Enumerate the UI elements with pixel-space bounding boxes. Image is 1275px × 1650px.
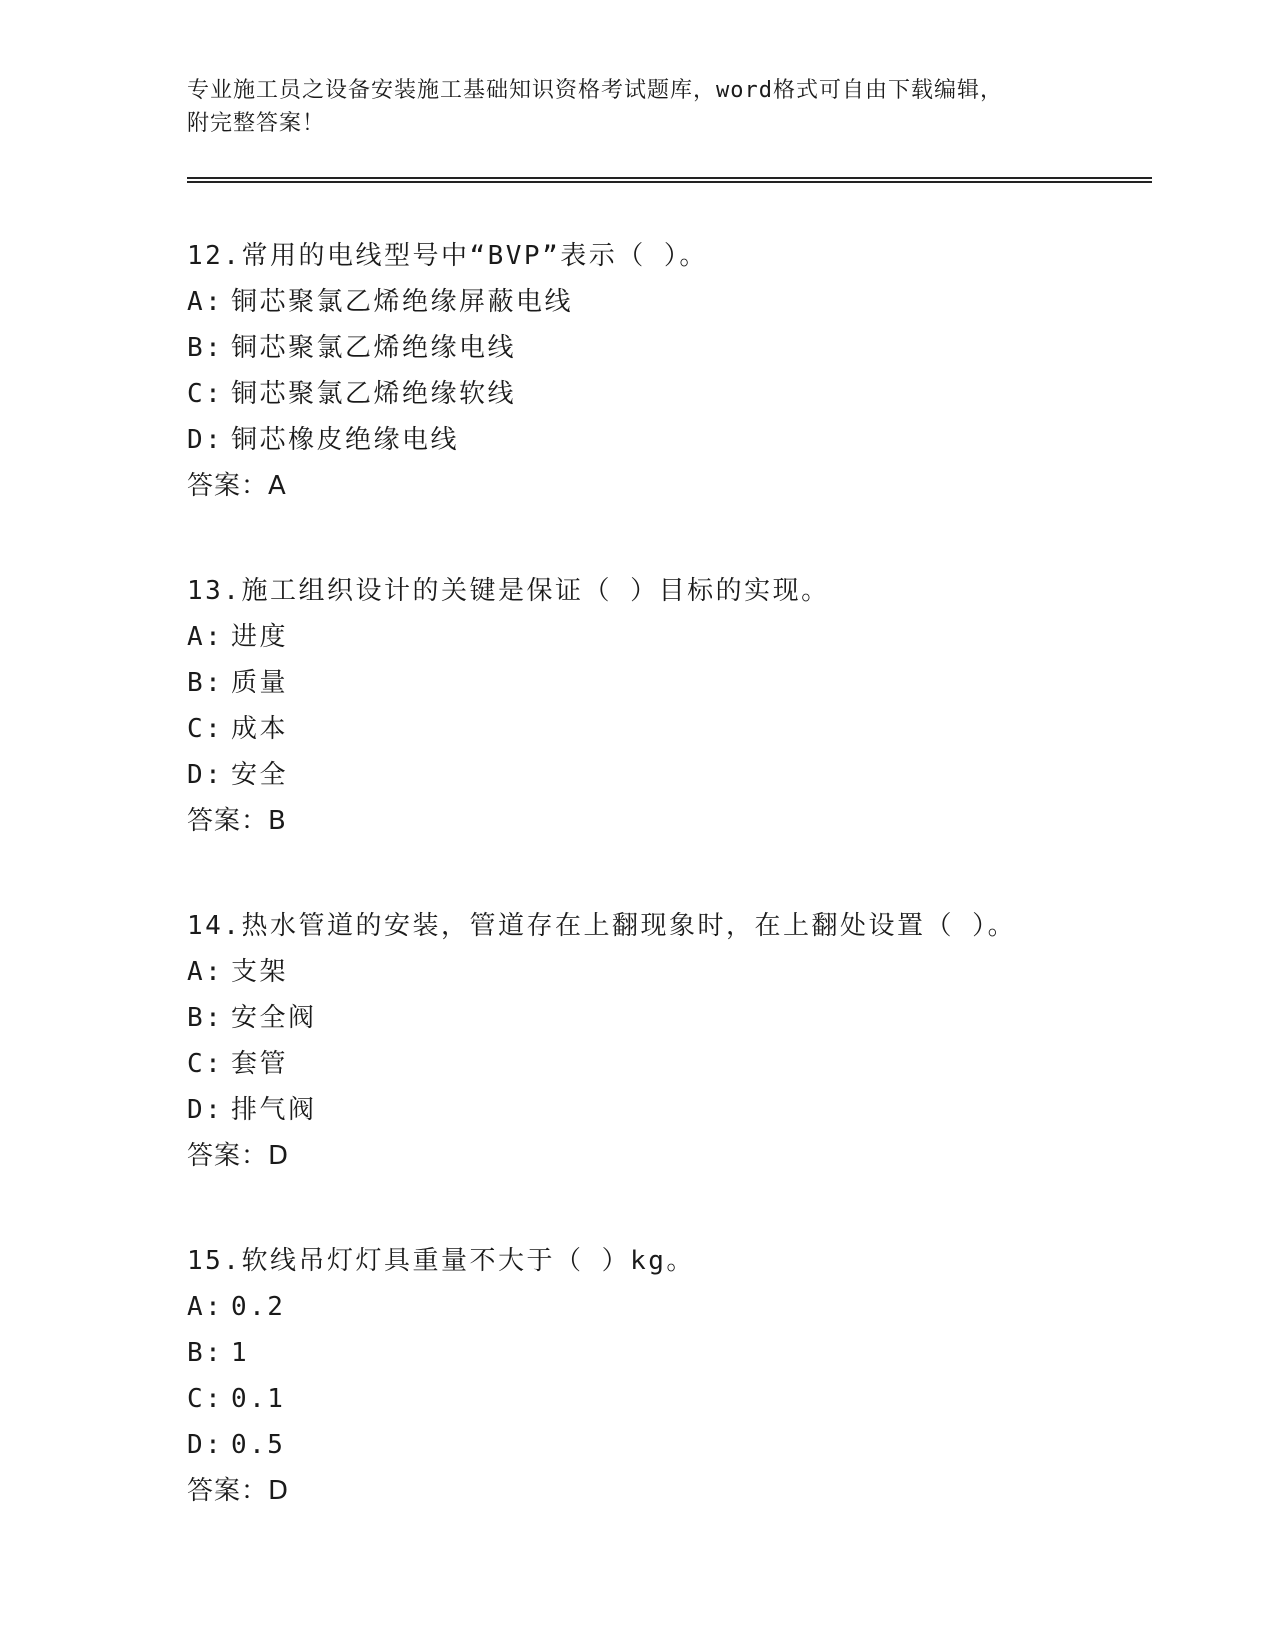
option-d bbox=[187, 1087, 1147, 1133]
option-text: 安全 bbox=[231, 760, 289, 790]
option-a bbox=[187, 279, 1147, 325]
option-text: 套管 bbox=[231, 1049, 289, 1079]
option-b bbox=[187, 995, 1147, 1041]
option-key: A: bbox=[187, 287, 224, 317]
option-a bbox=[187, 1284, 1147, 1330]
header-line-1: 专业施工员之设备安装施工基础知识资格考试题库，word格式可自由下载编辑， bbox=[187, 78, 1003, 103]
question-15 bbox=[187, 1238, 1147, 1514]
question-stem: 12.常用的电线型号中“BVP”表示（ ）。 bbox=[187, 241, 708, 271]
option-key: B: bbox=[187, 333, 224, 363]
answer-line: 答案：A bbox=[187, 471, 287, 501]
option-key: A: bbox=[187, 622, 224, 652]
option-key: C: bbox=[187, 1384, 224, 1414]
option-key: D: bbox=[187, 1095, 224, 1125]
option-key: C: bbox=[187, 379, 224, 409]
question-12 bbox=[187, 233, 1147, 509]
header-line-2: 附完整答案！ bbox=[187, 111, 326, 136]
answer-line: 答案：B bbox=[187, 806, 287, 836]
option-d bbox=[187, 1422, 1147, 1468]
option-text: 0.2 bbox=[231, 1292, 286, 1322]
option-text: 排气阀 bbox=[231, 1095, 317, 1125]
option-key: D: bbox=[187, 425, 224, 455]
option-key: A: bbox=[187, 1292, 224, 1322]
option-text: 安全阀 bbox=[231, 1003, 317, 1033]
option-key: C: bbox=[187, 1049, 224, 1079]
option-text: 铜芯聚氯乙烯绝缘电线 bbox=[231, 333, 517, 363]
option-key: B: bbox=[187, 1003, 224, 1033]
option-text: 1 bbox=[231, 1338, 250, 1368]
option-text: 成本 bbox=[231, 714, 289, 744]
option-text: 进度 bbox=[231, 622, 289, 652]
question-14 bbox=[187, 903, 1147, 1179]
option-c bbox=[187, 1041, 1147, 1087]
option-key: B: bbox=[187, 668, 224, 698]
option-a bbox=[187, 949, 1147, 995]
header-divider-bottom bbox=[187, 181, 1152, 183]
document-header bbox=[187, 74, 1087, 140]
answer-line: 答案：D bbox=[187, 1476, 290, 1506]
option-text: 铜芯橡皮绝缘电线 bbox=[231, 425, 460, 455]
option-d bbox=[187, 417, 1147, 463]
option-key: B: bbox=[187, 1338, 224, 1368]
option-c bbox=[187, 371, 1147, 417]
option-a bbox=[187, 614, 1147, 660]
option-text: 支架 bbox=[231, 957, 289, 987]
option-text: 0.1 bbox=[231, 1384, 286, 1414]
option-b bbox=[187, 660, 1147, 706]
header-divider-top bbox=[187, 177, 1152, 179]
option-key: A: bbox=[187, 957, 224, 987]
option-c bbox=[187, 706, 1147, 752]
option-b bbox=[187, 325, 1147, 371]
question-stem: 13.施工组织设计的关键是保证（ ）目标的实现。 bbox=[187, 576, 830, 606]
option-d bbox=[187, 752, 1147, 798]
answer-line: 答案：D bbox=[187, 1141, 290, 1171]
option-key: D: bbox=[187, 760, 224, 790]
option-b bbox=[187, 1330, 1147, 1376]
question-13 bbox=[187, 568, 1147, 844]
question-stem: 15.软线吊灯灯具重量不大于（ ）kg。 bbox=[187, 1246, 695, 1276]
question-list bbox=[187, 233, 1147, 1573]
question-stem: 14.热水管道的安装，管道存在上翻现象时，在上翻处设置（ ）。 bbox=[187, 911, 1017, 941]
option-text: 铜芯聚氯乙烯绝缘软线 bbox=[231, 379, 517, 409]
option-text: 质量 bbox=[231, 668, 289, 698]
option-text: 铜芯聚氯乙烯绝缘屏蔽电线 bbox=[231, 287, 574, 317]
option-key: C: bbox=[187, 714, 224, 744]
option-c bbox=[187, 1376, 1147, 1422]
option-text: 0.5 bbox=[231, 1430, 286, 1460]
option-key: D: bbox=[187, 1430, 224, 1460]
